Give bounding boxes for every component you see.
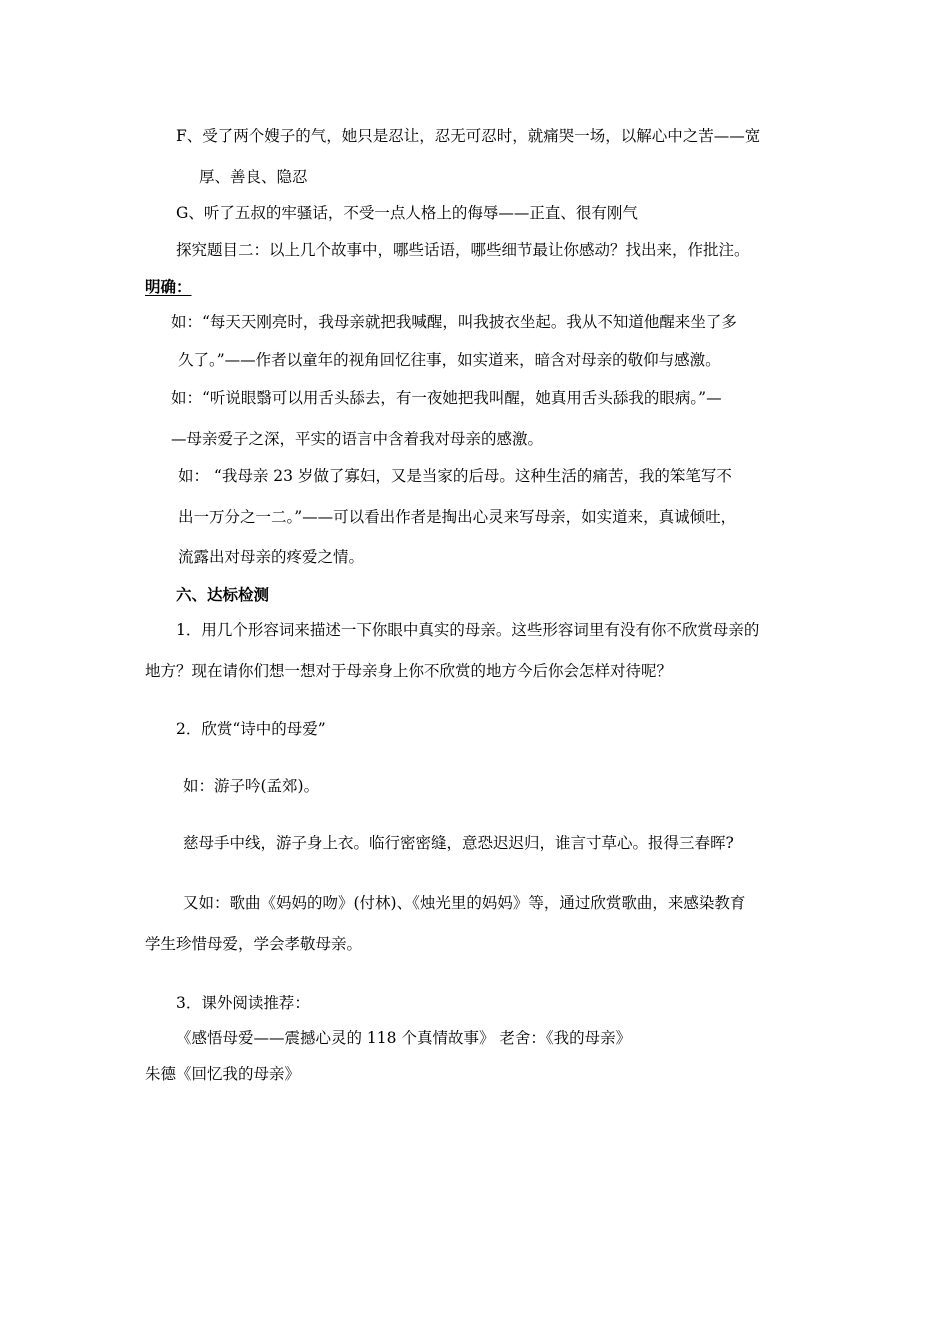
example-3-line-2: 出一万分之一二。”——可以看出作者是掏出心灵来写母亲，如实道来，真诚倾吐，: [178, 508, 737, 526]
example-2-line-2: —母亲爱子之深，平实的语言中含着我对母亲的感激。: [171, 430, 544, 448]
question-1-line-2: 地方？现在请你们想一想对于母亲身上你不欣赏的地方今后你会怎样对待呢？: [145, 662, 673, 680]
poem-text: 慈母手中线，游子身上衣。临行密密缝，意恐迟迟归，谁言寸草心。报得三春晖?: [183, 834, 734, 852]
example-1-line-1: 如：“每天天刚亮时，我母亲就把我喊醒，叫我披衣坐起。我从不知道他醒来坐了多: [171, 313, 737, 331]
section-6-heading: 六、达标检测: [176, 585, 270, 604]
songs-line-1: 又如：歌曲《妈妈的吻》(付林)、《烛光里的妈妈》等，通过欣赏歌曲，来感染教育: [183, 894, 746, 912]
paragraph-g: G、听了五叔的牢骚话，不受一点人格上的侮辱——正直、很有刚气: [176, 204, 638, 222]
paragraph-f-line-1: F、受了两个嫂子的气，她只是忍让，忍无可忍时，就痛哭一场，以解心中之苦——宽: [176, 127, 761, 145]
example-3-line-3: 流露出对母亲的疼爱之情。: [178, 548, 365, 566]
question-3-title: 3．课外阅读推荐：: [176, 994, 310, 1012]
songs-line-2: 学生珍惜母爱，学会孝敬母亲。: [145, 935, 363, 953]
question-2-title: 2．欣赏“诗中的母爱”: [176, 720, 326, 738]
example-1-line-2: 久了。”——作者以童年的视角回忆往事，如实道来，暗含对母亲的敬仰与感激。: [178, 351, 721, 369]
example-3-line-1: 如： “我母亲 23 岁做了寡妇，又是当家的后母。这种生活的痛苦，我的笨笔写不: [178, 467, 732, 485]
reading-recommendation-line-2: 朱德《回忆我的母亲》: [145, 1065, 301, 1083]
question-2-example: 如：游子吟(孟郊)。: [183, 777, 320, 795]
question-1-line-1: 1．用几个形容词来描述一下你眼中真实的母亲。这些形容词里有没有你不欣赏母亲的: [176, 621, 760, 639]
inquiry-question-two: 探究题目二：以上几个故事中，哪些话语，哪些细节最让你感动？找出来，作批注。: [176, 241, 750, 259]
clarify-heading: 明确：: [145, 277, 192, 296]
paragraph-f-line-2: 厚、善良、隐忍: [199, 168, 308, 186]
example-2-line-1: 如：“听说眼翳可以用舌头舔去，有一夜她把我叫醒，她真用舌头舔我的眼病。”—: [171, 389, 722, 407]
reading-recommendation-line-1: 《感悟母爱——震撼心灵的 118 个真情故事》 老舍：《我的母亲》: [176, 1029, 632, 1047]
